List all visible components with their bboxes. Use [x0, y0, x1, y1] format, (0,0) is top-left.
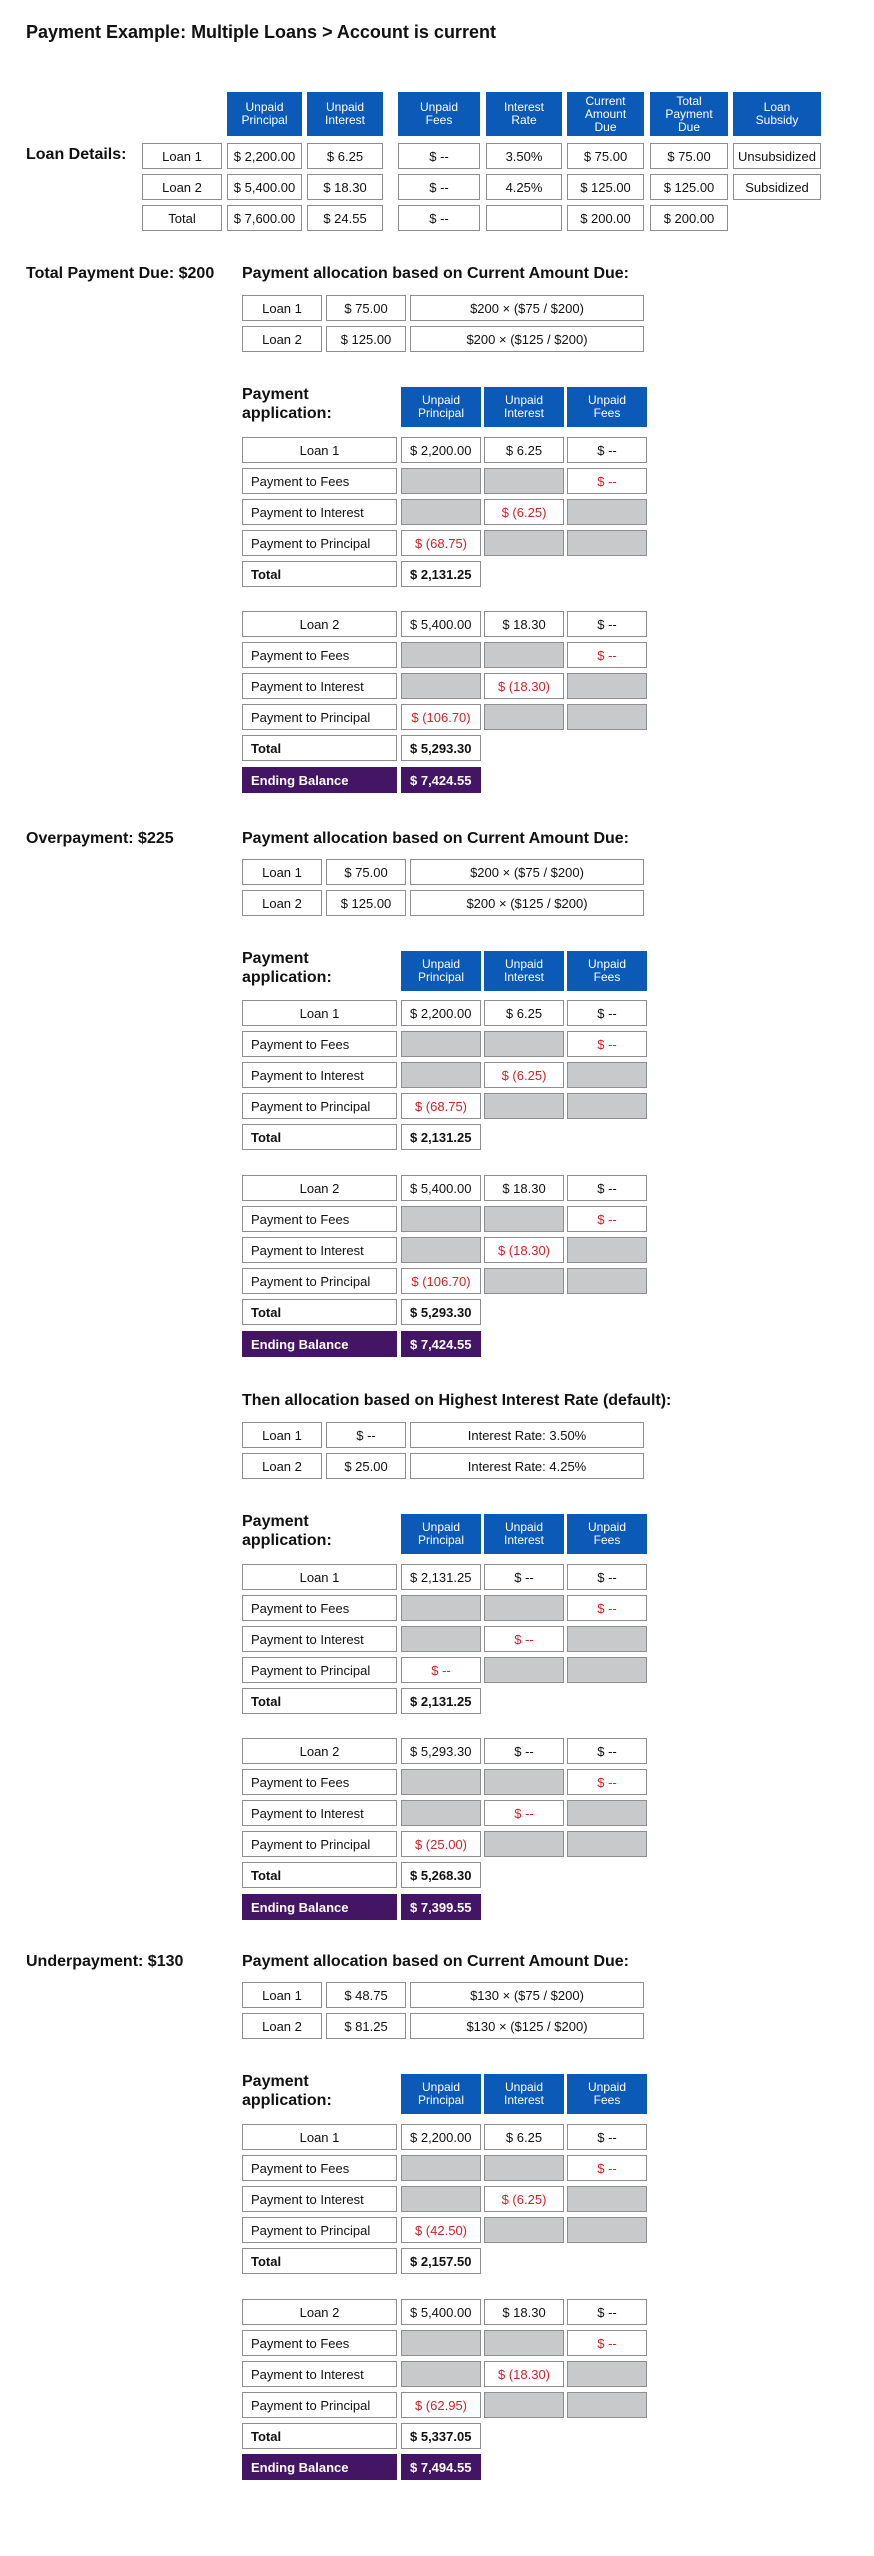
allocation-formula: Interest Rate: 3.50%	[410, 1422, 644, 1448]
application-header: Unpaid Principal	[401, 2074, 481, 2114]
grey-cell	[567, 1237, 647, 1263]
payment-to-interest-value: $ (6.25)	[484, 2186, 564, 2212]
unpaid-interest: $ 18.30	[484, 1175, 564, 1201]
payment-to-interest-label: Payment to Interest	[242, 1626, 397, 1652]
total-value: $ 5,293.30	[401, 1299, 481, 1325]
grey-cell	[484, 704, 564, 730]
payment-to-principal-label: Payment to Principal	[242, 530, 397, 556]
total-label: Total	[242, 1688, 397, 1714]
payment-to-fees-label: Payment to Fees	[242, 1595, 397, 1621]
payment-to-principal-label: Payment to Principal	[242, 1657, 397, 1683]
unpaid-principal: $ 2,200.00	[401, 437, 481, 463]
grey-cell	[484, 1769, 564, 1795]
allocation-title-2: Then allocation based on Highest Interest Rate (default):	[242, 1392, 672, 1409]
application-header: Unpaid Principal	[401, 1514, 481, 1554]
grey-cell	[484, 642, 564, 668]
payment-application-label: Payment application:	[242, 950, 332, 986]
loan-details-header: Total Payment Due	[650, 92, 728, 136]
loan-name: Loan 1	[242, 1564, 397, 1590]
grey-cell	[401, 1769, 481, 1795]
unpaid-interest: $ 6.25	[484, 1000, 564, 1026]
loan-details-cell: 4.25%	[486, 174, 562, 200]
payment-to-principal-label: Payment to Principal	[242, 2217, 397, 2243]
grey-cell	[484, 2392, 564, 2418]
allocation-loan: Loan 1	[242, 1982, 322, 2008]
payment-to-principal-value: $ (68.75)	[401, 530, 481, 556]
loan-details-cell: $ 24.55	[307, 205, 383, 231]
payment-to-principal-value: $ (106.70)	[401, 704, 481, 730]
payment-to-interest-value: $ (18.30)	[484, 1237, 564, 1263]
payment-to-principal-value: $ (106.70)	[401, 1268, 481, 1294]
total-label: Total	[242, 1299, 397, 1325]
total-value: $ 2,131.25	[401, 561, 481, 587]
grey-cell	[401, 1031, 481, 1057]
payment-to-interest-label: Payment to Interest	[242, 673, 397, 699]
grey-cell	[567, 704, 647, 730]
loan-details-header: Current Amount Due	[567, 92, 644, 136]
grey-cell	[567, 530, 647, 556]
grey-cell	[401, 1237, 481, 1263]
payment-to-interest-label: Payment to Interest	[242, 1062, 397, 1088]
grey-cell	[484, 1831, 564, 1857]
loan-details-header: Unpaid Interest	[307, 92, 383, 136]
payment-to-fees-label: Payment to Fees	[242, 2155, 397, 2181]
loan-name: Loan 2	[242, 611, 397, 637]
allocation-title: Payment allocation based on Current Amount Due:	[242, 265, 630, 282]
application-header: Unpaid Fees	[567, 1514, 647, 1554]
total-value: $ 2,157.50	[401, 2248, 481, 2274]
unpaid-fees: $ --	[567, 2299, 647, 2325]
payment-to-interest-label: Payment to Interest	[242, 1800, 397, 1826]
loan-details-cell: $ 75.00	[650, 143, 728, 169]
loan-details-cell: $ --	[398, 205, 480, 231]
payment-to-principal-label: Payment to Principal	[242, 1831, 397, 1857]
total-value: $ 5,293.30	[401, 735, 481, 761]
grey-cell	[401, 642, 481, 668]
payment-to-fees-value: $ --	[567, 1595, 647, 1621]
payment-to-fees-label: Payment to Fees	[242, 642, 397, 668]
grey-cell	[484, 2217, 564, 2243]
loan-name: Loan 2	[242, 1175, 397, 1201]
grey-cell	[567, 2392, 647, 2418]
ending-balance-label: Ending Balance	[242, 1894, 397, 1920]
grey-cell	[401, 1626, 481, 1652]
unpaid-principal: $ 5,400.00	[401, 1175, 481, 1201]
grey-cell	[401, 2361, 481, 2387]
payment-to-fees-value: $ --	[567, 2330, 647, 2356]
allocation-amount: $ 81.25	[326, 2013, 406, 2039]
payment-to-interest-label: Payment to Interest	[242, 2361, 397, 2387]
payment-to-principal-label: Payment to Principal	[242, 704, 397, 730]
grey-cell	[401, 2330, 481, 2356]
allocation-loan: Loan 1	[242, 859, 322, 885]
payment-to-fees-value: $ --	[567, 1206, 647, 1232]
unpaid-interest: $ 18.30	[484, 611, 564, 637]
grey-cell	[484, 1093, 564, 1119]
grey-cell	[401, 1595, 481, 1621]
payment-to-principal-value: $ (68.75)	[401, 1093, 481, 1119]
loan-name: Loan 1	[242, 2124, 397, 2150]
application-header: Unpaid Interest	[484, 1514, 564, 1554]
application-header: Unpaid Principal	[401, 387, 481, 427]
allocation-formula: $200 × ($75 / $200)	[410, 859, 644, 885]
grey-cell	[484, 2330, 564, 2356]
loan-details-header: Loan Subsidy	[733, 92, 821, 136]
unpaid-principal: $ 5,293.30	[401, 1738, 481, 1764]
unpaid-fees: $ --	[567, 1564, 647, 1590]
loan-details-header: Interest Rate	[486, 92, 562, 136]
unpaid-interest: $ 6.25	[484, 2124, 564, 2150]
loan-details-cell: $ 5,400.00	[227, 174, 302, 200]
page-title: Payment Example: Multiple Loans > Account is current	[26, 22, 496, 42]
payment-application-label: Payment application:	[242, 386, 332, 422]
payment-to-principal-label: Payment to Principal	[242, 1268, 397, 1294]
loan-details-cell: $ 125.00	[650, 174, 728, 200]
loan-details-cell: $ 7,600.00	[227, 205, 302, 231]
section-label-underpayment: Underpayment: $130	[26, 1953, 184, 1970]
ending-balance-label: Ending Balance	[242, 2454, 397, 2480]
application-header: Unpaid Fees	[567, 951, 647, 991]
grey-cell	[484, 1595, 564, 1621]
application-header: Unpaid Interest	[484, 2074, 564, 2114]
payment-to-interest-value: $ (6.25)	[484, 1062, 564, 1088]
ending-balance-value: $ 7,494.55	[401, 2454, 481, 2480]
grey-cell	[567, 499, 647, 525]
allocation-amount: $ 75.00	[326, 859, 406, 885]
application-header: Unpaid Interest	[484, 951, 564, 991]
payment-to-principal-value: $ (25.00)	[401, 1831, 481, 1857]
grey-cell	[401, 2186, 481, 2212]
payment-to-fees-label: Payment to Fees	[242, 1769, 397, 1795]
total-label: Total	[242, 561, 397, 587]
ending-balance-value: $ 7,424.55	[401, 767, 481, 793]
payment-to-principal-value: $ --	[401, 1657, 481, 1683]
unpaid-fees: $ --	[567, 611, 647, 637]
ending-balance-value: $ 7,399.55	[401, 1894, 481, 1920]
grey-cell	[401, 2155, 481, 2181]
grey-cell	[401, 1800, 481, 1826]
grey-cell	[484, 468, 564, 494]
payment-to-interest-label: Payment to Interest	[242, 1237, 397, 1263]
loan-details-cell	[486, 205, 562, 231]
loan-details-cell: $ 200.00	[567, 205, 644, 231]
payment-to-fees-label: Payment to Fees	[242, 2330, 397, 2356]
payment-to-fees-value: $ --	[567, 642, 647, 668]
allocation-loan: Loan 1	[242, 1422, 322, 1448]
loan-name: Loan 1	[242, 1000, 397, 1026]
unpaid-fees: $ --	[567, 2124, 647, 2150]
grey-cell	[401, 499, 481, 525]
loan-details-header: Unpaid Principal	[227, 92, 302, 136]
application-header: Unpaid Interest	[484, 387, 564, 427]
ending-balance-label: Ending Balance	[242, 1331, 397, 1357]
loan-details-cell: Loan 1	[142, 143, 222, 169]
unpaid-principal: $ 2,200.00	[401, 1000, 481, 1026]
grey-cell	[567, 2217, 647, 2243]
allocation-formula: $200 × ($75 / $200)	[410, 295, 644, 321]
allocation-amount: $ 125.00	[326, 890, 406, 916]
loan-details-label: Loan Details:	[26, 146, 127, 163]
loan-details-cell: Total	[142, 205, 222, 231]
ending-balance-label: Ending Balance	[242, 767, 397, 793]
loan-name: Loan 2	[242, 1738, 397, 1764]
grey-cell	[401, 673, 481, 699]
payment-to-principal-value: $ (62.95)	[401, 2392, 481, 2418]
payment-application-label: Payment application:	[242, 1513, 332, 1549]
total-label: Total	[242, 1124, 397, 1150]
grey-cell	[567, 1626, 647, 1652]
allocation-formula: $130 × ($125 / $200)	[410, 2013, 644, 2039]
allocation-title: Payment allocation based on Current Amount Due:	[242, 1953, 630, 1970]
allocation-loan: Loan 2	[242, 1453, 322, 1479]
allocation-title: Payment allocation based on Current Amount Due:	[242, 830, 630, 847]
payment-to-fees-label: Payment to Fees	[242, 468, 397, 494]
grey-cell	[567, 1831, 647, 1857]
payment-to-fees-label: Payment to Fees	[242, 1031, 397, 1057]
loan-details-cell: $ --	[398, 174, 480, 200]
payment-application-label: Payment application:	[242, 2073, 332, 2109]
unpaid-fees: $ --	[567, 437, 647, 463]
loan-name: Loan 2	[242, 2299, 397, 2325]
payment-to-fees-value: $ --	[567, 2155, 647, 2181]
payment-to-principal-label: Payment to Principal	[242, 2392, 397, 2418]
payment-to-interest-value: $ (18.30)	[484, 673, 564, 699]
grey-cell	[484, 530, 564, 556]
unpaid-principal: $ 5,400.00	[401, 611, 481, 637]
section-label-total-due: Total Payment Due: $200	[26, 265, 215, 282]
allocation-amount: $ 125.00	[326, 326, 406, 352]
unpaid-fees: $ --	[567, 1738, 647, 1764]
grey-cell	[567, 1093, 647, 1119]
ending-balance-value: $ 7,424.55	[401, 1331, 481, 1357]
payment-to-fees-value: $ --	[567, 1031, 647, 1057]
total-label: Total	[242, 735, 397, 761]
allocation-loan: Loan 1	[242, 295, 322, 321]
unpaid-fees: $ --	[567, 1000, 647, 1026]
unpaid-principal: $ 2,200.00	[401, 2124, 481, 2150]
payment-to-interest-value: $ (18.30)	[484, 2361, 564, 2387]
loan-details-cell: $ 2,200.00	[227, 143, 302, 169]
payment-to-fees-value: $ --	[567, 1769, 647, 1795]
unpaid-interest: $ 18.30	[484, 2299, 564, 2325]
grey-cell	[484, 1268, 564, 1294]
grey-cell	[401, 468, 481, 494]
unpaid-fees: $ --	[567, 1175, 647, 1201]
allocation-loan: Loan 2	[242, 890, 322, 916]
application-header: Unpaid Fees	[567, 387, 647, 427]
allocation-formula: $200 × ($125 / $200)	[410, 326, 644, 352]
allocation-loan: Loan 2	[242, 326, 322, 352]
section-label-overpayment: Overpayment: $225	[26, 830, 174, 847]
unpaid-interest: $ 6.25	[484, 437, 564, 463]
loan-details-cell: $ 200.00	[650, 205, 728, 231]
total-value: $ 2,131.25	[401, 1688, 481, 1714]
total-label: Total	[242, 1862, 397, 1888]
payment-to-interest-label: Payment to Interest	[242, 499, 397, 525]
grey-cell	[401, 1062, 481, 1088]
unpaid-interest: $ --	[484, 1564, 564, 1590]
allocation-formula: Interest Rate: 4.25%	[410, 1453, 644, 1479]
payment-to-fees-label: Payment to Fees	[242, 1206, 397, 1232]
allocation-amount: $ 25.00	[326, 1453, 406, 1479]
unpaid-principal: $ 5,400.00	[401, 2299, 481, 2325]
grey-cell	[401, 1206, 481, 1232]
total-value: $ 2,131.25	[401, 1124, 481, 1150]
loan-details-cell: Unsubsidized	[733, 143, 821, 169]
loan-details-cell: $ 18.30	[307, 174, 383, 200]
grey-cell	[484, 1206, 564, 1232]
grey-cell	[567, 1657, 647, 1683]
grey-cell	[567, 1268, 647, 1294]
allocation-loan: Loan 2	[242, 2013, 322, 2039]
payment-to-principal-label: Payment to Principal	[242, 1093, 397, 1119]
grey-cell	[567, 1800, 647, 1826]
total-value: $ 5,337.05	[401, 2423, 481, 2449]
loan-details-cell: 3.50%	[486, 143, 562, 169]
loan-details-cell: $ --	[398, 143, 480, 169]
allocation-amount: $ --	[326, 1422, 406, 1448]
allocation-amount: $ 48.75	[326, 1982, 406, 2008]
loan-details-header: Unpaid Fees	[398, 92, 480, 136]
grey-cell	[484, 1031, 564, 1057]
grey-cell	[567, 2186, 647, 2212]
grey-cell	[484, 2155, 564, 2181]
payment-to-fees-value: $ --	[567, 468, 647, 494]
grey-cell	[567, 673, 647, 699]
payment-to-interest-value: $ --	[484, 1626, 564, 1652]
application-header: Unpaid Principal	[401, 951, 481, 991]
allocation-formula: $200 × ($125 / $200)	[410, 890, 644, 916]
grey-cell	[567, 1062, 647, 1088]
loan-name: Loan 1	[242, 437, 397, 463]
total-label: Total	[242, 2423, 397, 2449]
application-header: Unpaid Fees	[567, 2074, 647, 2114]
grey-cell	[484, 1657, 564, 1683]
unpaid-principal: $ 2,131.25	[401, 1564, 481, 1590]
loan-details-cell: $ 75.00	[567, 143, 644, 169]
allocation-formula: $130 × ($75 / $200)	[410, 1982, 644, 2008]
payment-to-principal-value: $ (42.50)	[401, 2217, 481, 2243]
payment-to-interest-label: Payment to Interest	[242, 2186, 397, 2212]
unpaid-interest: $ --	[484, 1738, 564, 1764]
loan-details-cell: $ 6.25	[307, 143, 383, 169]
total-value: $ 5,268.30	[401, 1862, 481, 1888]
loan-details-cell: Subsidized	[733, 174, 821, 200]
loan-details-cell: Loan 2	[142, 174, 222, 200]
payment-to-interest-value: $ --	[484, 1800, 564, 1826]
grey-cell	[567, 2361, 647, 2387]
allocation-amount: $ 75.00	[326, 295, 406, 321]
total-label: Total	[242, 2248, 397, 2274]
payment-to-interest-value: $ (6.25)	[484, 499, 564, 525]
loan-details-cell: $ 125.00	[567, 174, 644, 200]
